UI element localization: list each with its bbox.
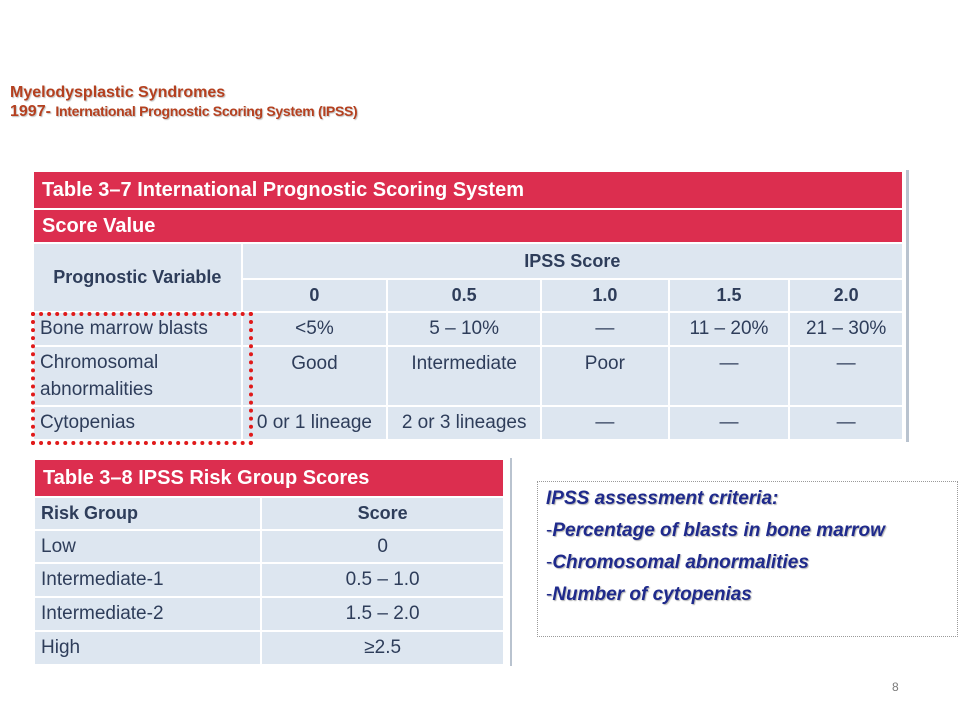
variable-header: Prognostic Variable	[33, 243, 242, 312]
variable-cell: Bone marrow blasts	[33, 312, 242, 346]
page-number: 8	[892, 680, 899, 694]
score-cell: 1.5 – 2.0	[261, 597, 504, 631]
risk-group-cell: Low	[34, 530, 261, 563]
header-title: Myelodysplastic Syndromes	[10, 84, 226, 101]
variable-cell: Cytopenias	[33, 406, 242, 440]
value-cell: —	[669, 406, 790, 440]
value-cell: 2 or 3 lineages	[387, 406, 541, 440]
prognostic-variables-highlight	[31, 312, 253, 445]
criteria-item: -Percentage of blasts in bone marrow	[546, 520, 885, 541]
table1-title: Table 3–7 International Prognostic Scoring System	[33, 171, 903, 209]
table-row	[34, 597, 504, 631]
value-cell: —	[669, 346, 790, 406]
risk-group-cell: Intermediate-2	[34, 597, 261, 631]
header-subtitle	[10, 102, 357, 121]
score-col-header: 0	[242, 279, 388, 312]
criteria-item-text: Chromosomal abnormalities	[552, 552, 809, 573]
criteria-item: -Chromosomal abnormalities	[546, 552, 809, 573]
score-col-header: 1.0	[541, 279, 669, 312]
slide-header	[10, 84, 357, 121]
table1-edge	[906, 170, 909, 442]
value-cell: 5 – 10%	[387, 312, 541, 346]
score-col-header: 0.5	[387, 279, 541, 312]
table2-edge	[510, 458, 512, 666]
criteria-title: IPSS assessment criteria:	[546, 488, 779, 509]
score-col-header: 1.5	[669, 279, 790, 312]
score-cell: 0	[261, 530, 504, 563]
header-ipss: International Prognostic Scoring System (IPSS)	[55, 103, 358, 119]
header-year: 1997-	[10, 103, 56, 120]
score-cell: 0.5 – 1.0	[261, 563, 504, 597]
table2-title: Table 3–8 IPSS Risk Group Scores	[34, 459, 504, 497]
risk-group-cell: High	[34, 631, 261, 665]
ipss-score-header: IPSS Score	[242, 243, 903, 279]
criteria-item: -Number of cytopenias	[546, 584, 752, 605]
value-cell: —	[541, 406, 669, 440]
score-header: Score	[261, 497, 504, 530]
table-row	[34, 530, 504, 563]
assessment-criteria-box	[537, 481, 958, 637]
value-cell: —	[541, 312, 669, 346]
variable-cell: Chromosomal abnormalities	[33, 346, 242, 406]
value-cell: <5%	[242, 312, 388, 346]
score-cell: ≥2.5	[261, 631, 504, 665]
criteria-item-text: Number of cytopenias	[552, 584, 752, 605]
criteria-item-text: Percentage of blasts in bone marrow	[552, 520, 885, 541]
value-cell: Intermediate	[387, 346, 541, 406]
table-row	[34, 631, 504, 665]
value-cell: 21 – 30%	[789, 312, 903, 346]
risk-group-cell: Intermediate-1	[34, 563, 261, 597]
value-cell: Good	[242, 346, 388, 406]
risk-group-header: Risk Group	[34, 497, 261, 530]
score-col-header: 2.0	[789, 279, 903, 312]
value-cell: —	[789, 346, 903, 406]
ipss-risk-group-table	[33, 458, 505, 666]
value-cell: 0 or 1 lineage	[242, 406, 388, 440]
value-cell: 11 – 20%	[669, 312, 790, 346]
value-cell: —	[789, 406, 903, 440]
table1-subtitle: Score Value	[33, 209, 903, 243]
table-row	[34, 563, 504, 597]
value-cell: Poor	[541, 346, 669, 406]
